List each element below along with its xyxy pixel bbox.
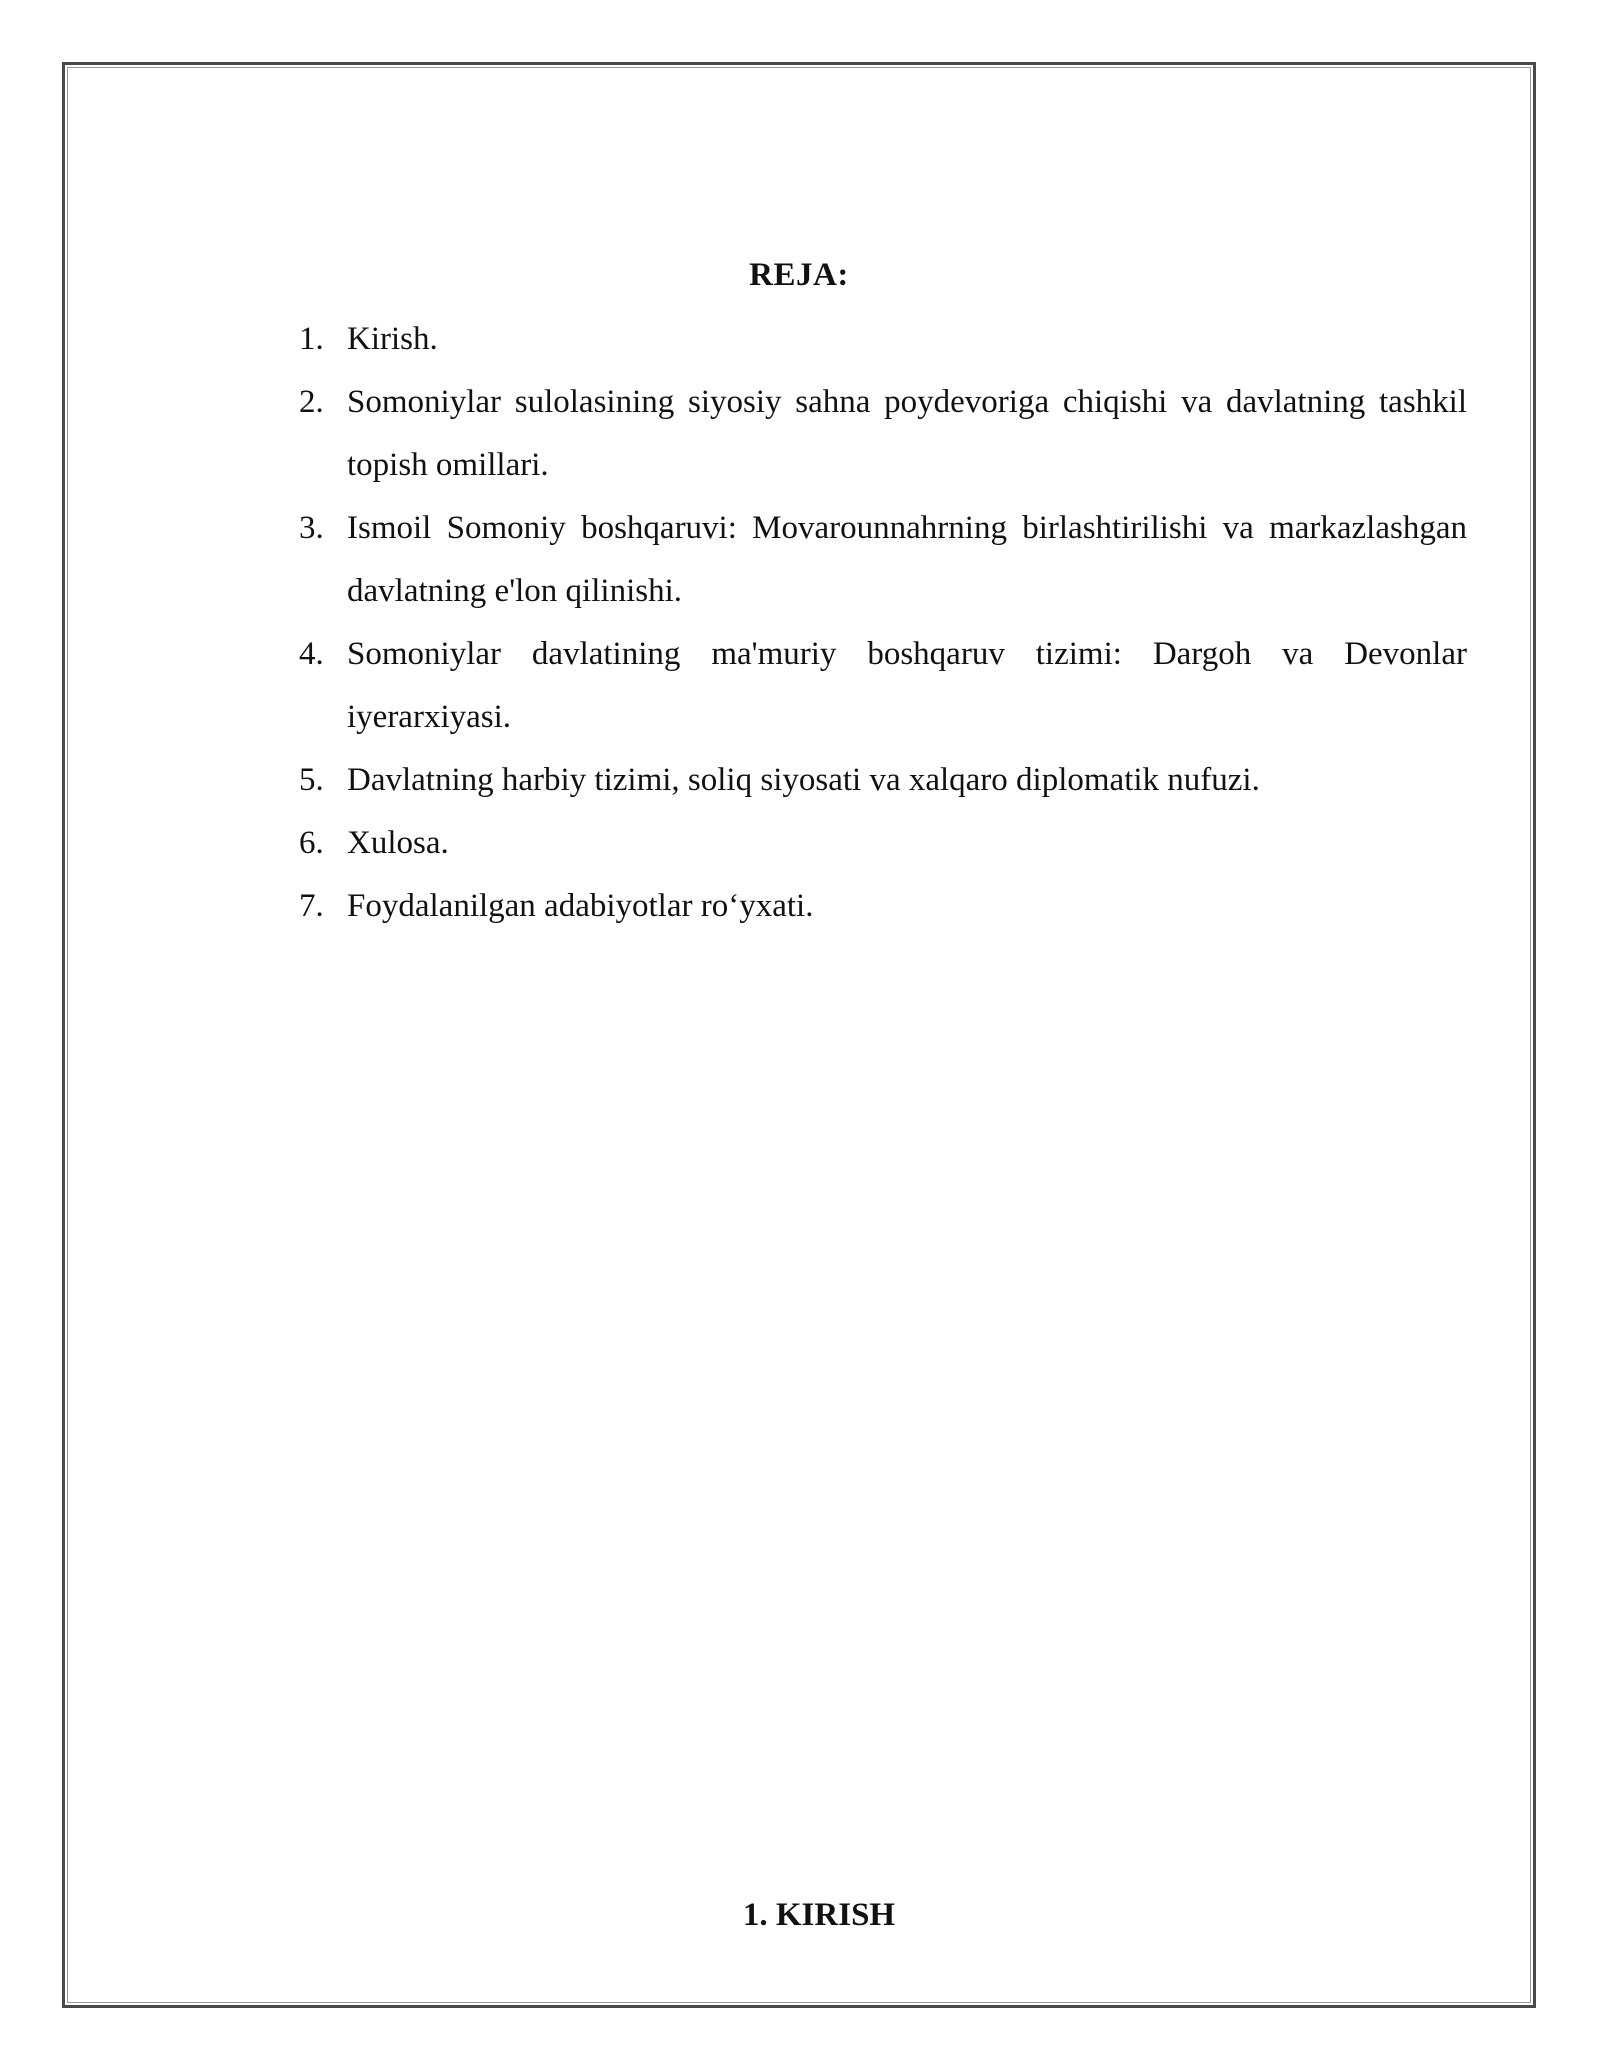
plan-item-number: 3. — [299, 510, 324, 546]
plan-item — [299, 308, 1467, 371]
plan-item-number: 2. — [299, 384, 324, 420]
plan-item-text: Xulosa. — [347, 825, 449, 861]
plan-item — [299, 371, 1467, 497]
plan-item — [299, 623, 1467, 749]
plan-item — [299, 749, 1467, 812]
plan-list — [299, 308, 1467, 938]
plan-item-number: 4. — [299, 636, 324, 672]
plan-item — [299, 875, 1467, 938]
plan-item-text: Ismoil Somoniy boshqaruvi: Movarounnahrning birlashtirilishi va markazlashgan davlatning e'lon qilinishi. — [347, 510, 1467, 609]
page-border — [62, 62, 1536, 2008]
plan-item-number: 1. — [299, 321, 324, 357]
plan-title: REJA: — [749, 257, 849, 293]
plan-item-text: Davlatning harbiy tizimi, soliq siyosati va xalqaro diplomatik nufuzi. — [347, 762, 1260, 798]
plan-item-text: Kirish. — [347, 321, 438, 357]
plan-item-text: Foydalanilgan adabiyotlar roʻyxati. — [347, 888, 814, 924]
section-heading: 1. KIRISH — [742, 1897, 896, 1933]
plan-item-text: Somoniylar davlatining ma'muriy boshqaruv tizimi: Dargoh va Devonlar iyerarxiyasi. — [347, 636, 1467, 735]
plan-item-number: 6. — [299, 825, 324, 861]
plan-item-text: Somoniylar sulolasining siyosiy sahna poydevoriga chiqishi va davlatning tashkil topish omillari. — [347, 384, 1467, 483]
plan-item-number: 5. — [299, 762, 324, 798]
plan-item-number: 7. — [299, 888, 324, 924]
plan-item — [299, 497, 1467, 623]
plan-item — [299, 812, 1467, 875]
